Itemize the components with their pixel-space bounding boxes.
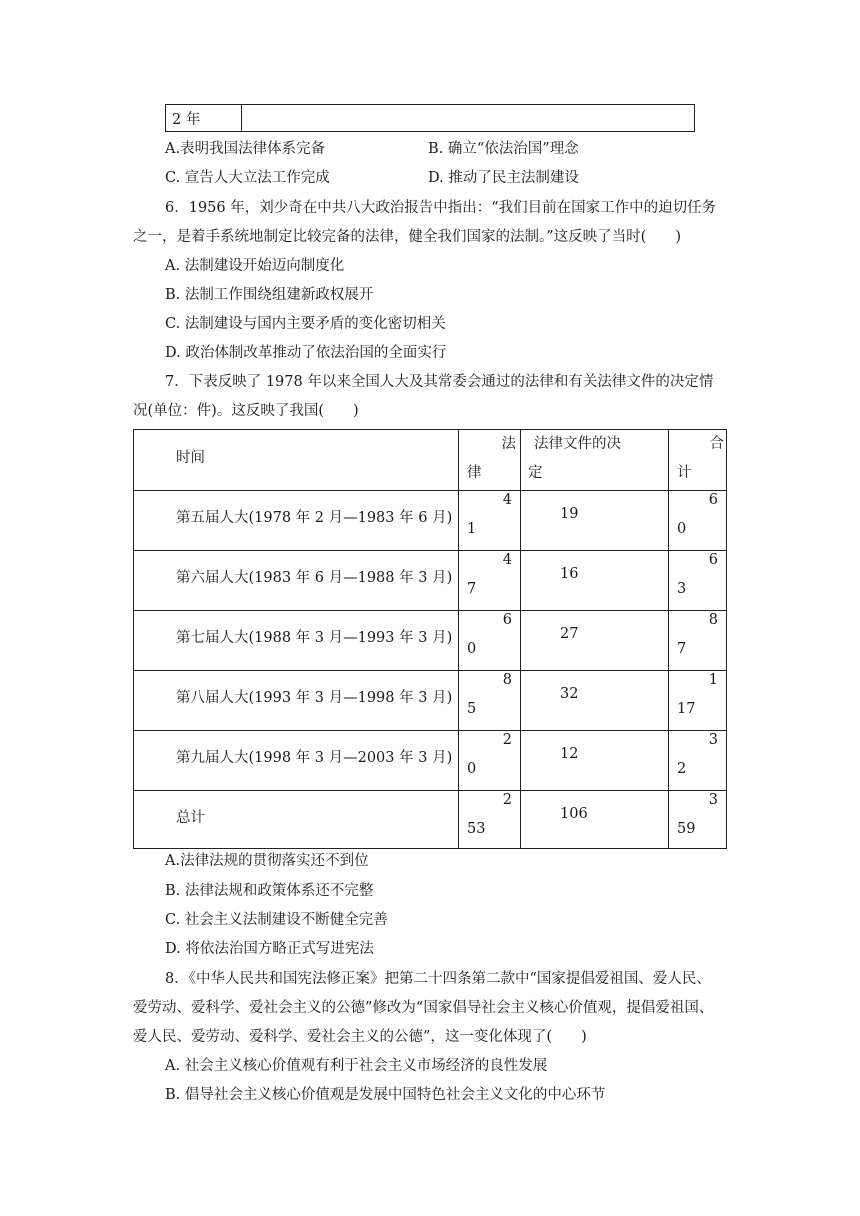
row4-total-bottom: 17	[677, 701, 696, 717]
row4-period: 第八届人大(1993 年 3 月—1998 年 3 月)	[176, 690, 453, 706]
row5-laws-top: 2	[502, 732, 512, 748]
row6-total-top: 3	[708, 792, 718, 808]
row5-decisions: 12	[560, 746, 579, 762]
header-laws-top: 法	[501, 436, 516, 452]
q6-stem-line1: 6．1956 年，刘少奇在中共八大政治报告中指出：“我们目前在国家工作中的迫切任务	[165, 200, 717, 216]
legislation-table	[133, 429, 727, 849]
row3-decisions: 27	[560, 626, 579, 642]
row2-laws-bottom: 7	[467, 581, 477, 597]
q8-stem-line2: 爱劳动、爱科学、爱社会主义的公德”修改为“国家倡导社会主义核心价值观，提倡爱祖国、	[133, 1000, 714, 1016]
top-table-cell	[166, 105, 242, 131]
row2-total-top: 6	[708, 552, 718, 568]
q7-option-b: B. 法律法规和政策体系还不完整	[165, 883, 374, 899]
row3-laws-top: 6	[502, 612, 512, 628]
header-total-top: 合	[709, 436, 724, 452]
row2-decisions: 16	[560, 566, 579, 582]
q7-stem-line2: 况(单位：件)。这反映了我国( )	[133, 403, 359, 419]
q5-option-b: B. 确立“依法治国”理念	[428, 141, 579, 157]
row1-total-bottom: 0	[677, 521, 687, 537]
row3-total-bottom: 7	[677, 641, 687, 657]
q6-option-a: A. 法制建设开始迈向制度化	[165, 258, 345, 274]
header-decisions-bottom: 定	[528, 465, 543, 481]
header-total-bottom: 计	[677, 465, 692, 481]
row1-decisions: 19	[560, 506, 579, 522]
row4-laws-top: 8	[502, 672, 512, 688]
header-laws-bottom: 律	[467, 465, 482, 481]
row4-total-top: 1	[708, 672, 718, 688]
row1-laws-top: 4	[502, 492, 512, 508]
row6-total-bottom: 59	[677, 821, 696, 837]
row1-laws-bottom: 1	[467, 521, 477, 537]
row4-laws-bottom: 5	[467, 701, 477, 717]
q5-option-d: D. 推动了民主法制建设	[428, 170, 579, 186]
row2-laws-top: 4	[502, 552, 512, 568]
row5-total-bottom: 2	[677, 761, 687, 777]
row2-period: 第六届人大(1983 年 6 月—1988 年 3 月)	[176, 570, 453, 586]
row6-laws-top: 2	[502, 792, 512, 808]
q7-stem-line1: 7．下表反映了 1978 年以来全国人大及其常委会通过的法律和有关法律文件的决定情	[165, 374, 714, 390]
row3-period: 第七届人大(1988 年 3 月—1993 年 3 月)	[176, 630, 453, 646]
q7-option-a: A.法律法规的贯彻落实还不到位	[165, 853, 369, 869]
row6-decisions: 106	[560, 806, 588, 822]
q6-option-b: B. 法制工作围绕组建新政权展开	[165, 287, 374, 303]
q5-option-c: C. 宣告人大立法工作完成	[165, 170, 330, 186]
q8-stem-line3: 爱人民、爱劳动、爱科学、爱社会主义的公德”，这一变化体现了( )	[133, 1029, 587, 1045]
q7-option-c: C. 社会主义法制建设不断健全完善	[165, 912, 388, 928]
row1-total-top: 6	[708, 492, 718, 508]
row1-period: 第五届人大(1978 年 2 月—1983 年 6 月)	[176, 510, 453, 526]
q5-option-a: A.表明我国法律体系完备	[165, 141, 326, 157]
q8-option-b: B. 倡导社会主义核心价值观是发展中国特色社会主义文化的中心环节	[165, 1087, 606, 1103]
header-decisions-top: 法律文件的决	[534, 436, 621, 452]
top-table-fragment	[165, 104, 695, 132]
row6-period: 总计	[176, 810, 205, 826]
q6-stem-line2: 之一，是着手系统地制定比较完备的法律，健全我们国家的法制。”这反映了当时( )	[133, 229, 681, 245]
q8-stem-line1: 8．《中华人民共和国宪法修正案》把第二十四条第二款中“国家提倡爱祖国、爱人民、	[165, 971, 711, 987]
row3-total-top: 8	[708, 612, 718, 628]
q8-option-a: A. 社会主义核心价值观有利于社会主义市场经济的良性发展	[165, 1058, 548, 1074]
header-time: 时间	[176, 450, 205, 466]
row4-decisions: 32	[560, 686, 579, 702]
q6-option-d: D. 政治体制改革推动了依法治国的全面实行	[165, 345, 447, 361]
row2-total-bottom: 3	[677, 581, 687, 597]
row5-total-top: 3	[708, 732, 718, 748]
q6-option-c: C. 法制建设与国内主要矛盾的变化密切相关	[165, 316, 446, 332]
row6-laws-bottom: 53	[467, 821, 486, 837]
row5-period: 第九届人大(1998 年 3 月—2003 年 3 月)	[176, 750, 453, 766]
q7-option-d: D. 将依法治国方略正式写进宪法	[165, 941, 374, 957]
top-table-cell-text: 2 年	[172, 112, 201, 128]
row5-laws-bottom: 0	[467, 761, 477, 777]
row3-laws-bottom: 0	[467, 641, 477, 657]
